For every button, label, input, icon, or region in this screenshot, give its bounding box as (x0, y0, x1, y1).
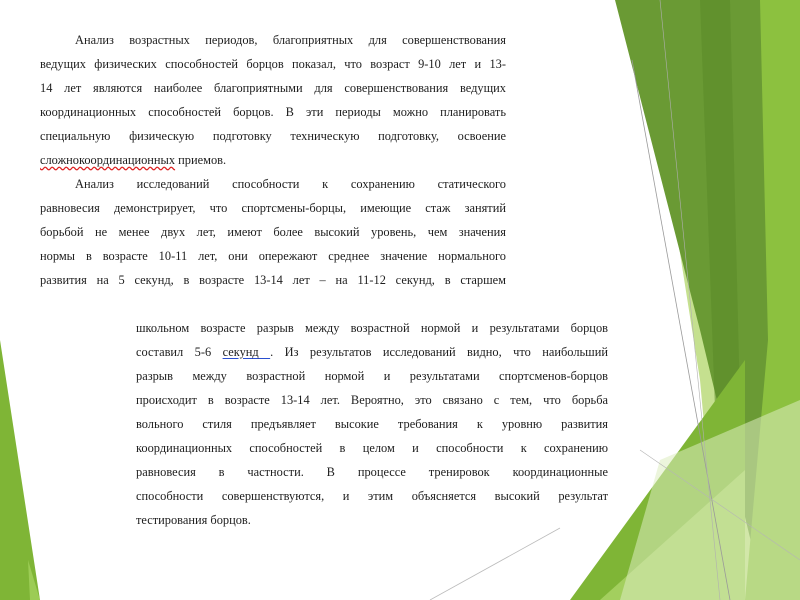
text-line: тестирования борцов. (136, 513, 251, 527)
diagonal-line-3 (430, 528, 560, 600)
text-line: борьбой не менее двух лет, имеют более высокий уровень, чем значения (40, 225, 506, 239)
text-line: равновесия в частности. В процессе тренировок координационные (136, 465, 608, 479)
text-line: происходит в возрасте 13-14 лет. Вероятно, это связано с тем, что борьба (136, 393, 608, 407)
bottom-text-block (136, 316, 608, 532)
text-line (5, 148, 506, 172)
left-green-wedge (0, 340, 40, 600)
text-line (136, 340, 608, 364)
paragraph-1 (40, 28, 506, 172)
text-line: нормы в возрасте 10-11 лет, они опережают среднее значение нормального (40, 249, 506, 263)
spellcheck-word[interactable]: сложнокоординационных (40, 153, 176, 167)
paragraph-3 (136, 316, 608, 532)
text-line: координационных способностей борцов. В эти периоды можно планировать (40, 105, 506, 119)
top-text-block (40, 28, 506, 292)
text-fragment: . Из результатов исследований видно, что наибольший (270, 345, 608, 359)
text-line: Анализ возрастных периодов, благоприятных для совершенствования (75, 33, 506, 47)
text-line: координационных способностей в целом и способности к сохранению (136, 441, 608, 455)
text-fragment: составил 5-6 (136, 345, 223, 359)
text-line: специальную физическую подготовку техническую подготовку, освоение (40, 129, 506, 143)
text-line: вольного стиля предъявляет высокие требования к уровню развития (136, 417, 608, 431)
text-line: Анализ исследований способности к сохранению статического (75, 177, 506, 191)
text-line: способности совершенствуются, и этим объясняется высокий результат (136, 489, 608, 503)
text-line: ведущих физических способностей борцов показал, что возраст 9-10 лет и 13- (40, 57, 506, 71)
paragraph-2 (40, 172, 506, 292)
text-line: школьном возрасте разрыв между возрастной нормой и результатами борцов (136, 321, 608, 335)
underlined-word[interactable]: секунд (222, 345, 271, 359)
text-fragment: приемов. (175, 153, 227, 167)
text-line: разрыв между возрастной нормой и результатами спортсменов-борцов (136, 369, 608, 383)
text-line: развития на 5 секунд, в возрасте 13-14 лет – на 11-12 секунд, в старшем (40, 273, 506, 287)
text-line: 14 лет являются наиболее благоприятными для совершенствования ведущих (40, 81, 506, 95)
text-line: равновесия демонстрирует, что спортсмены-борцы, имеющие стаж занятий (40, 201, 506, 215)
